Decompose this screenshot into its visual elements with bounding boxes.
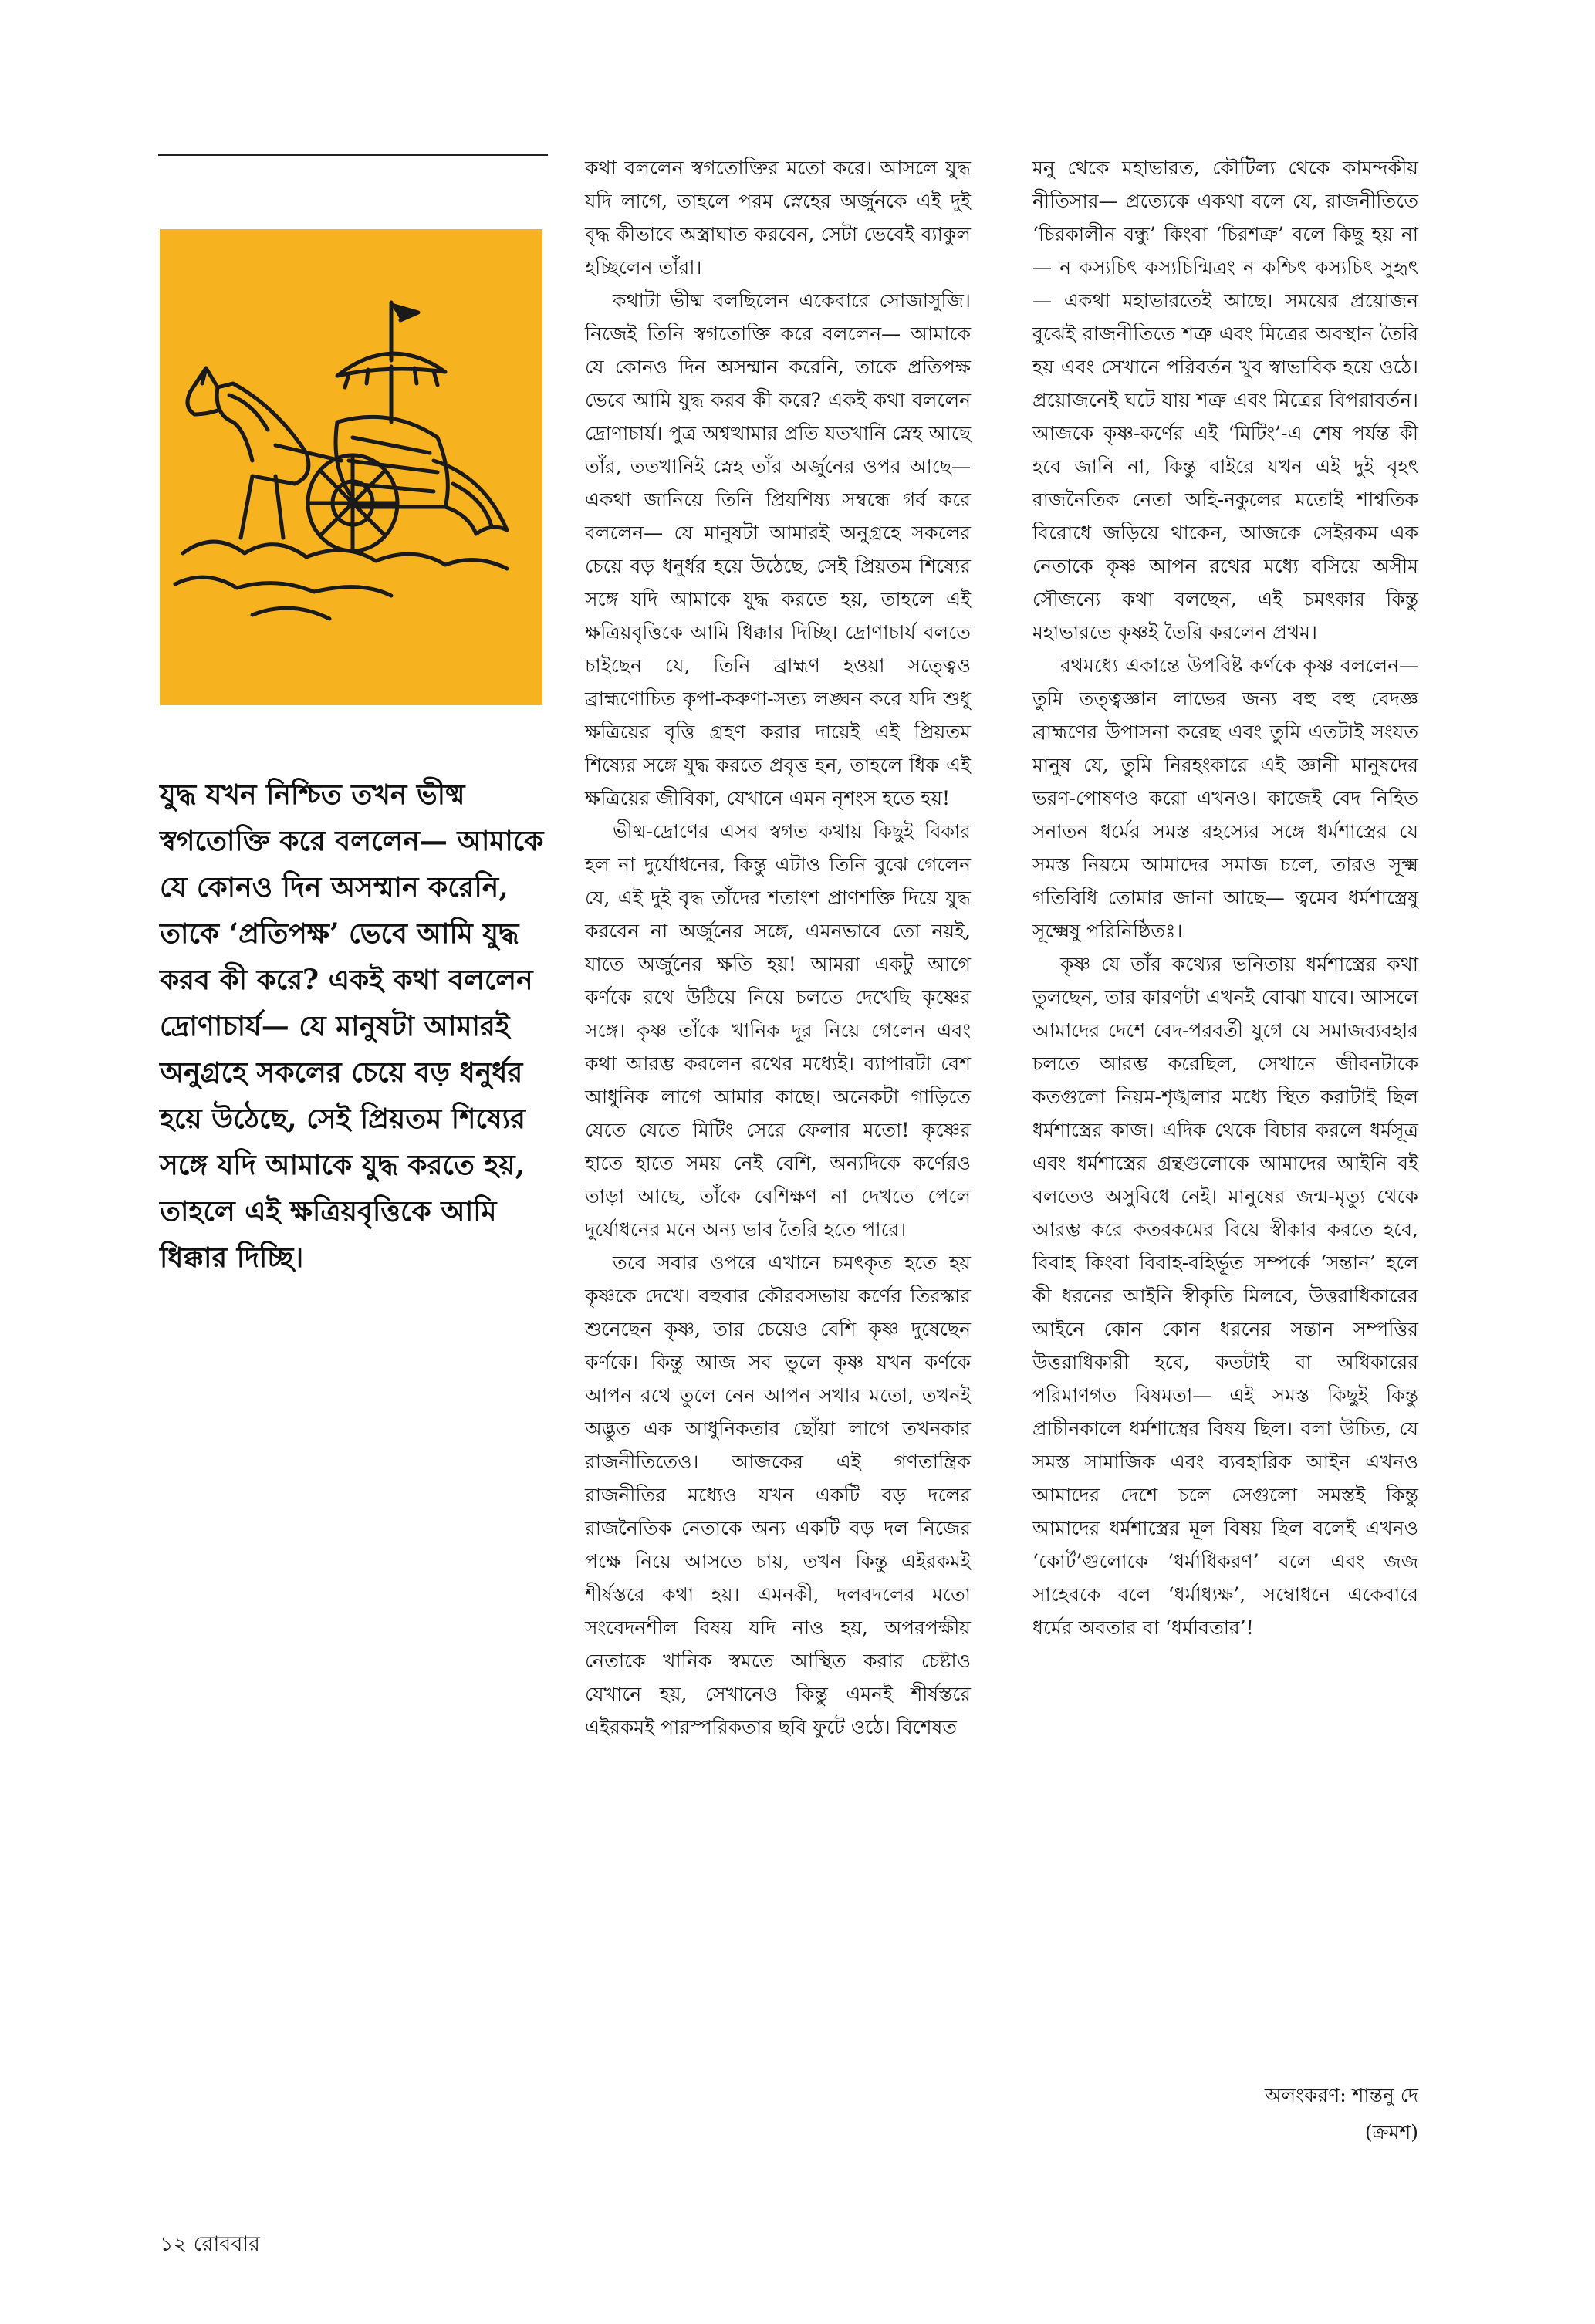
pull-quote-text: যুদ্ধ যখন নিশ্চিত তখন ভীষ্ম স্বগতোক্তি করে বললেন— আমাকে যে কোনও দিন অসম্মান করেনি, তাকে ‘প্রতিপক্ষ’ ভেবে আমি যুদ্ধ করব কী করে? একই কথা বললেন দ্রোণাচার্য— যে মানুষটা আমারই অনুগ্রহে সকলের চেয়ে বড় ধনুর্ধর হয়ে উঠেছে, সেই প্রিয়তম শিষ্যের সঙ্গে যদি আমাকে যুদ্ধ করতে হয়, তাহলে এই ক্ষত্রিয়বৃত্তিকে আমি ধিক্কার দিচ্ছি। bbox=[160, 779, 544, 1274]
column-2-paragraph: তবে সবার ওপরে এখানে চমৎকৃত হতে হয় কৃষ্ণকে দেখে। বহুবার কৌরবসভায় কর্ণের তিরস্কার শুনেছেন কৃষ্ণ, তার চেয়েও বেশি কৃষ্ণ দুষেছেন কর্ণকে। কিন্তু আজ সব ভুলে কৃষ্ণ যখন কর্ণকে আপন রথে তুলে নেন আপন সখার মতো, তখনই অদ্ভুত এক আধুনিকতার ছোঁয়া লাগে তখনকার রাজনীতিতেও। আজকের এই গণতান্ত্রিক রাজনীতির মধ্যেও যখন একটি বড় দলের রাজনৈতিক নেতাকে অন্য একটি বড় দল নিজের পক্ষে নিয়ে আসতে চায়, তখন কিন্তু এইরকমই শীর্ষস্তরে কথা হয়। এমনকী, দলবদলের মতো সংবেদনশীল বিষয় যদি নাও হয়, অপরপক্ষীয় নেতাকে খানিক স্বমতে আস্থিত করার চেষ্টাও যেখানে হয়, সেখানেও কিন্তু এমনই শীর্ষস্তরে এইরকমই পারস্পরিকতার ছবি ফুটে ওঠে। বিশেষত bbox=[585, 1252, 971, 1738]
article-column-2 bbox=[585, 151, 971, 1744]
column-3-paragraph: কৃষ্ণ যে তাঁর কথ্যের ভনিতায় ধর্মশাস্ত্রের কথা তুলছেন, তার কারণটা এখনই বোঝা যাবে। আসলে আমাদের দেশে বেদ-পরবর্তী যুগে যে সমাজব্যবহার চলতে আরম্ভ করেছিল, সেখানে জীবনটাকে কতগুলো নিয়ম-শৃঙ্খলার মধ্যে স্থিত করাটাই ছিল ধর্মশাস্ত্রের কাজ। এদিক থেকে বিচার করলে ধর্মসূত্র এবং ধর্মশাস্ত্রের গ্রন্থগুলোকে আমাদের আইনি বই বলতেও অসুবিধে নেই। মানুষের জন্ম-মৃত্যু থেকে আরম্ভ করে কতরকমের বিয়ে স্বীকার করতে হবে, বিবাহ কিংবা বিবাহ-বহির্ভূত সম্পর্কে ‘সন্তান’ হলে কী ধরনের আইনি স্বীকৃতি মিলবে, উত্তরাধিকারের আইনে কোন কোন ধরনের সন্তান সম্পত্তির উত্তরাধিকারী হবে, কতটাই বা অধিকারের পরিমাণগত বিষমতা— এই সমস্ত কিছুই কিন্তু প্রাচীনকালে ধর্মশাস্ত্রের বিষয় ছিল। বলা উচিত, যে সমস্ত সামাজিক এবং ব্যবহারিক আইন এখনও আমাদের দেশে চলে সেগুলো সমস্তই কিন্তু আমাদের ধর্মশাস্ত্রের মূল বিষয় ছিল বলেই এখনও ‘কোর্ট’গুলোকে ‘ধর্মাধিকরণ’ বলে এবং জজ সাহেবকে বলে ‘ধর্মাধ্যক্ষ’, সম্বোধনে একেবারে ধর্মের অবতার বা ‘ধর্মাবতার’! bbox=[1032, 953, 1418, 1639]
page-folio: ১২ রোববার bbox=[160, 2232, 261, 2256]
continued-marker: (ক্রমশ) bbox=[1364, 2121, 1418, 2143]
column-2-paragraph: কথাটা ভীষ্ম বলছিলেন একেবারে সোজাসুজি। নিজেই তিনি স্বগতোক্তি করে বললেন— আমাকে যে কোনও দিন অসম্মান করেনি, তাকে প্রতিপক্ষ ভেবে আমি যুদ্ধ করব কী করে? একই কথা বললেন দ্রোণাচার্য। পুত্র অশ্বত্থামার প্রতি যতখানি স্নেহ আছে তাঁর, ততখানিই স্নেহ তাঁর অর্জুনের ওপর আছে— একথা জানিয়ে তিনি প্রিয়শিষ্য সম্বন্ধে গর্ব করে বললেন— যে মানুষটা আমারই অনুগ্রহে সকলের চেয়ে বড় ধনুর্ধর হয়ে উঠেছে, সেই প্রিয়তম শিষ্যের সঙ্গে যদি আমাকে যুদ্ধ করতে হয়, তাহলে এই ক্ষত্রিয়বৃত্তিকে আমি ধিক্কার দিচ্ছি। দ্রোণাচার্য বলতে চাইছেন যে, তিনি ব্রাহ্মণ হওয়া সত্ত্বেও ব্রাহ্মণোচিত কৃপা-করুণা-সত্য লঙ্ঘন করে যদি শুধু ক্ষত্রিয়ের বৃত্তি গ্রহণ করার দায়েই এই প্রিয়তম শিষ্যের সঙ্গে যুদ্ধ করতে প্রবৃত্ত হন, তাহলে ধিক এই ক্ষত্রিয়ের জীবিকা, যেখানে এমন নৃশংস হতে হয়! bbox=[585, 289, 971, 809]
column-2-paragraph: ভীষ্ম-দ্রোণের এসব স্বগত কথায় কিছুই বিকার হল না দুর্যোধনের, কিন্তু এটাও তিনি বুঝে গেলেন যে, এই দুই বৃদ্ধ তাঁদের শতাংশ প্রাণশক্তি দিয়ে যুদ্ধ করবেন না অর্জুনের সঙ্গে, এমনভাবে তো নয়ই, যাতে অর্জুনের ক্ষতি হয়! আমরা একটু আগে কর্ণকে রথে উঠিয়ে নিয়ে চলতে দেখেছি কৃষ্ণের সঙ্গে। কৃষ্ণ তাঁকে খানিক দূর নিয়ে গেলেন এবং কথা আরম্ভ করলেন রথের মধ্যেই। ব্যাপারটা বেশ আধুনিক লাগে আমার কাছে। অনেকটা গাড়িতে যেতে যেতে মিটিং সেরে ফেলার মতো! কৃষ্ণের হাতে হাতে সময় নেই বেশি, অন্যদিকে কর্ণেরও তাড়া আছে, তাঁকে বেশিক্ষণ না দেখতে পেলে দুর্যোধনের মনে অন্য ভাব তৈরি হতে পারে। bbox=[585, 820, 971, 1241]
pull-quote bbox=[160, 772, 546, 1281]
column-2-paragraph: কথা বললেন স্বগতোক্তির মতো করে। আসলে যুদ্ধ যদি লাগে, তাহলে পরম স্নেহের অর্জুনকে এই দুই বৃদ্ধ কীভাবে অস্ত্রাঘাত করবেন, সেটা ভেবেই ব্যাকুল হচ্ছিলেন তাঁরা। bbox=[585, 157, 971, 279]
column-3-paragraph: মনু থেকে মহাভারত, কৌটিল্য থেকে কামন্দকীয় নীতিসার— প্রত্যেকে একথা বলে যে, রাজনীতিতে ‘চিরকালীন বন্ধু’ কিংবা ‘চিরশত্রু’ বলে কিছু হয় না— ন কস্যচিৎ কস্যচিন্মিত্রং ন কশ্চিৎ কস্যচিৎ সুহৃৎ— একথা মহাভারতেই আছে। সময়ের প্রয়োজন বুঝেই রাজনীতিতে শত্রু এবং মিত্রের অবস্থান তৈরি হয় এবং সেখানে পরিবর্তন খুব স্বাভাবিক হয়ে ওঠে। প্রয়োজনেই ঘটে যায় শত্রু এবং মিত্রের বিপরাবর্তন। আজকে কৃষ্ণ-কর্ণের এই ‘মিটিং’-এ শেষ পর্যন্ত কী হবে জানি না, কিন্তু বাইরে যখন এই দুই বৃহৎ রাজনৈতিক নেতা অহি-নকুলের মতোই শাশ্বতিক বিরোধে জড়িয়ে থাকেন, আজকে সেইরকম এক নেতাকে কৃষ্ণ আপন রথের মধ্যে বসিয়ে অসীম সৌজন্যে কথা বলছেন, এই চমৎকার কিন্তু মহাভারতে কৃষ্ণই তৈরি করলেন প্রথম। bbox=[1032, 157, 1418, 643]
illustration-credit: অলংকরণ: শান্তনু দে bbox=[1264, 2084, 1418, 2106]
article-column-3 bbox=[1032, 151, 1418, 1644]
chariot-sketch bbox=[160, 229, 542, 705]
top-rule bbox=[158, 154, 548, 156]
column-3-paragraph: রথমধ্যে একান্তে উপবিষ্ট কর্ণকে কৃষ্ণ বললেন— তুমি তত্ত্বজ্ঞান লাভের জন্য বহু বহু বেদজ্ঞ ব্রাহ্মণের উপাসনা করেছ এবং তুমি এতটাই সংযত মানুষ যে, তুমি নিরহংকারে এই জ্ঞানী মানুষদের ভরণ-পোষণও করো এখনও। কাজেই বেদ নিহিত সনাতন ধর্মের সমস্ত রহস্যের সঙ্গে ধর্মশাস্ত্রের যে সমস্ত নিয়মে আমাদের সমাজ চলে, তারও সূক্ষ্ম গতিবিধি তোমার জানা আছে— ত্বমেব ধর্মশাস্ত্রেষু সূক্ষ্মেষু পরিনিষ্ঠিতঃ। bbox=[1032, 654, 1418, 942]
chariot-illustration bbox=[160, 229, 542, 705]
